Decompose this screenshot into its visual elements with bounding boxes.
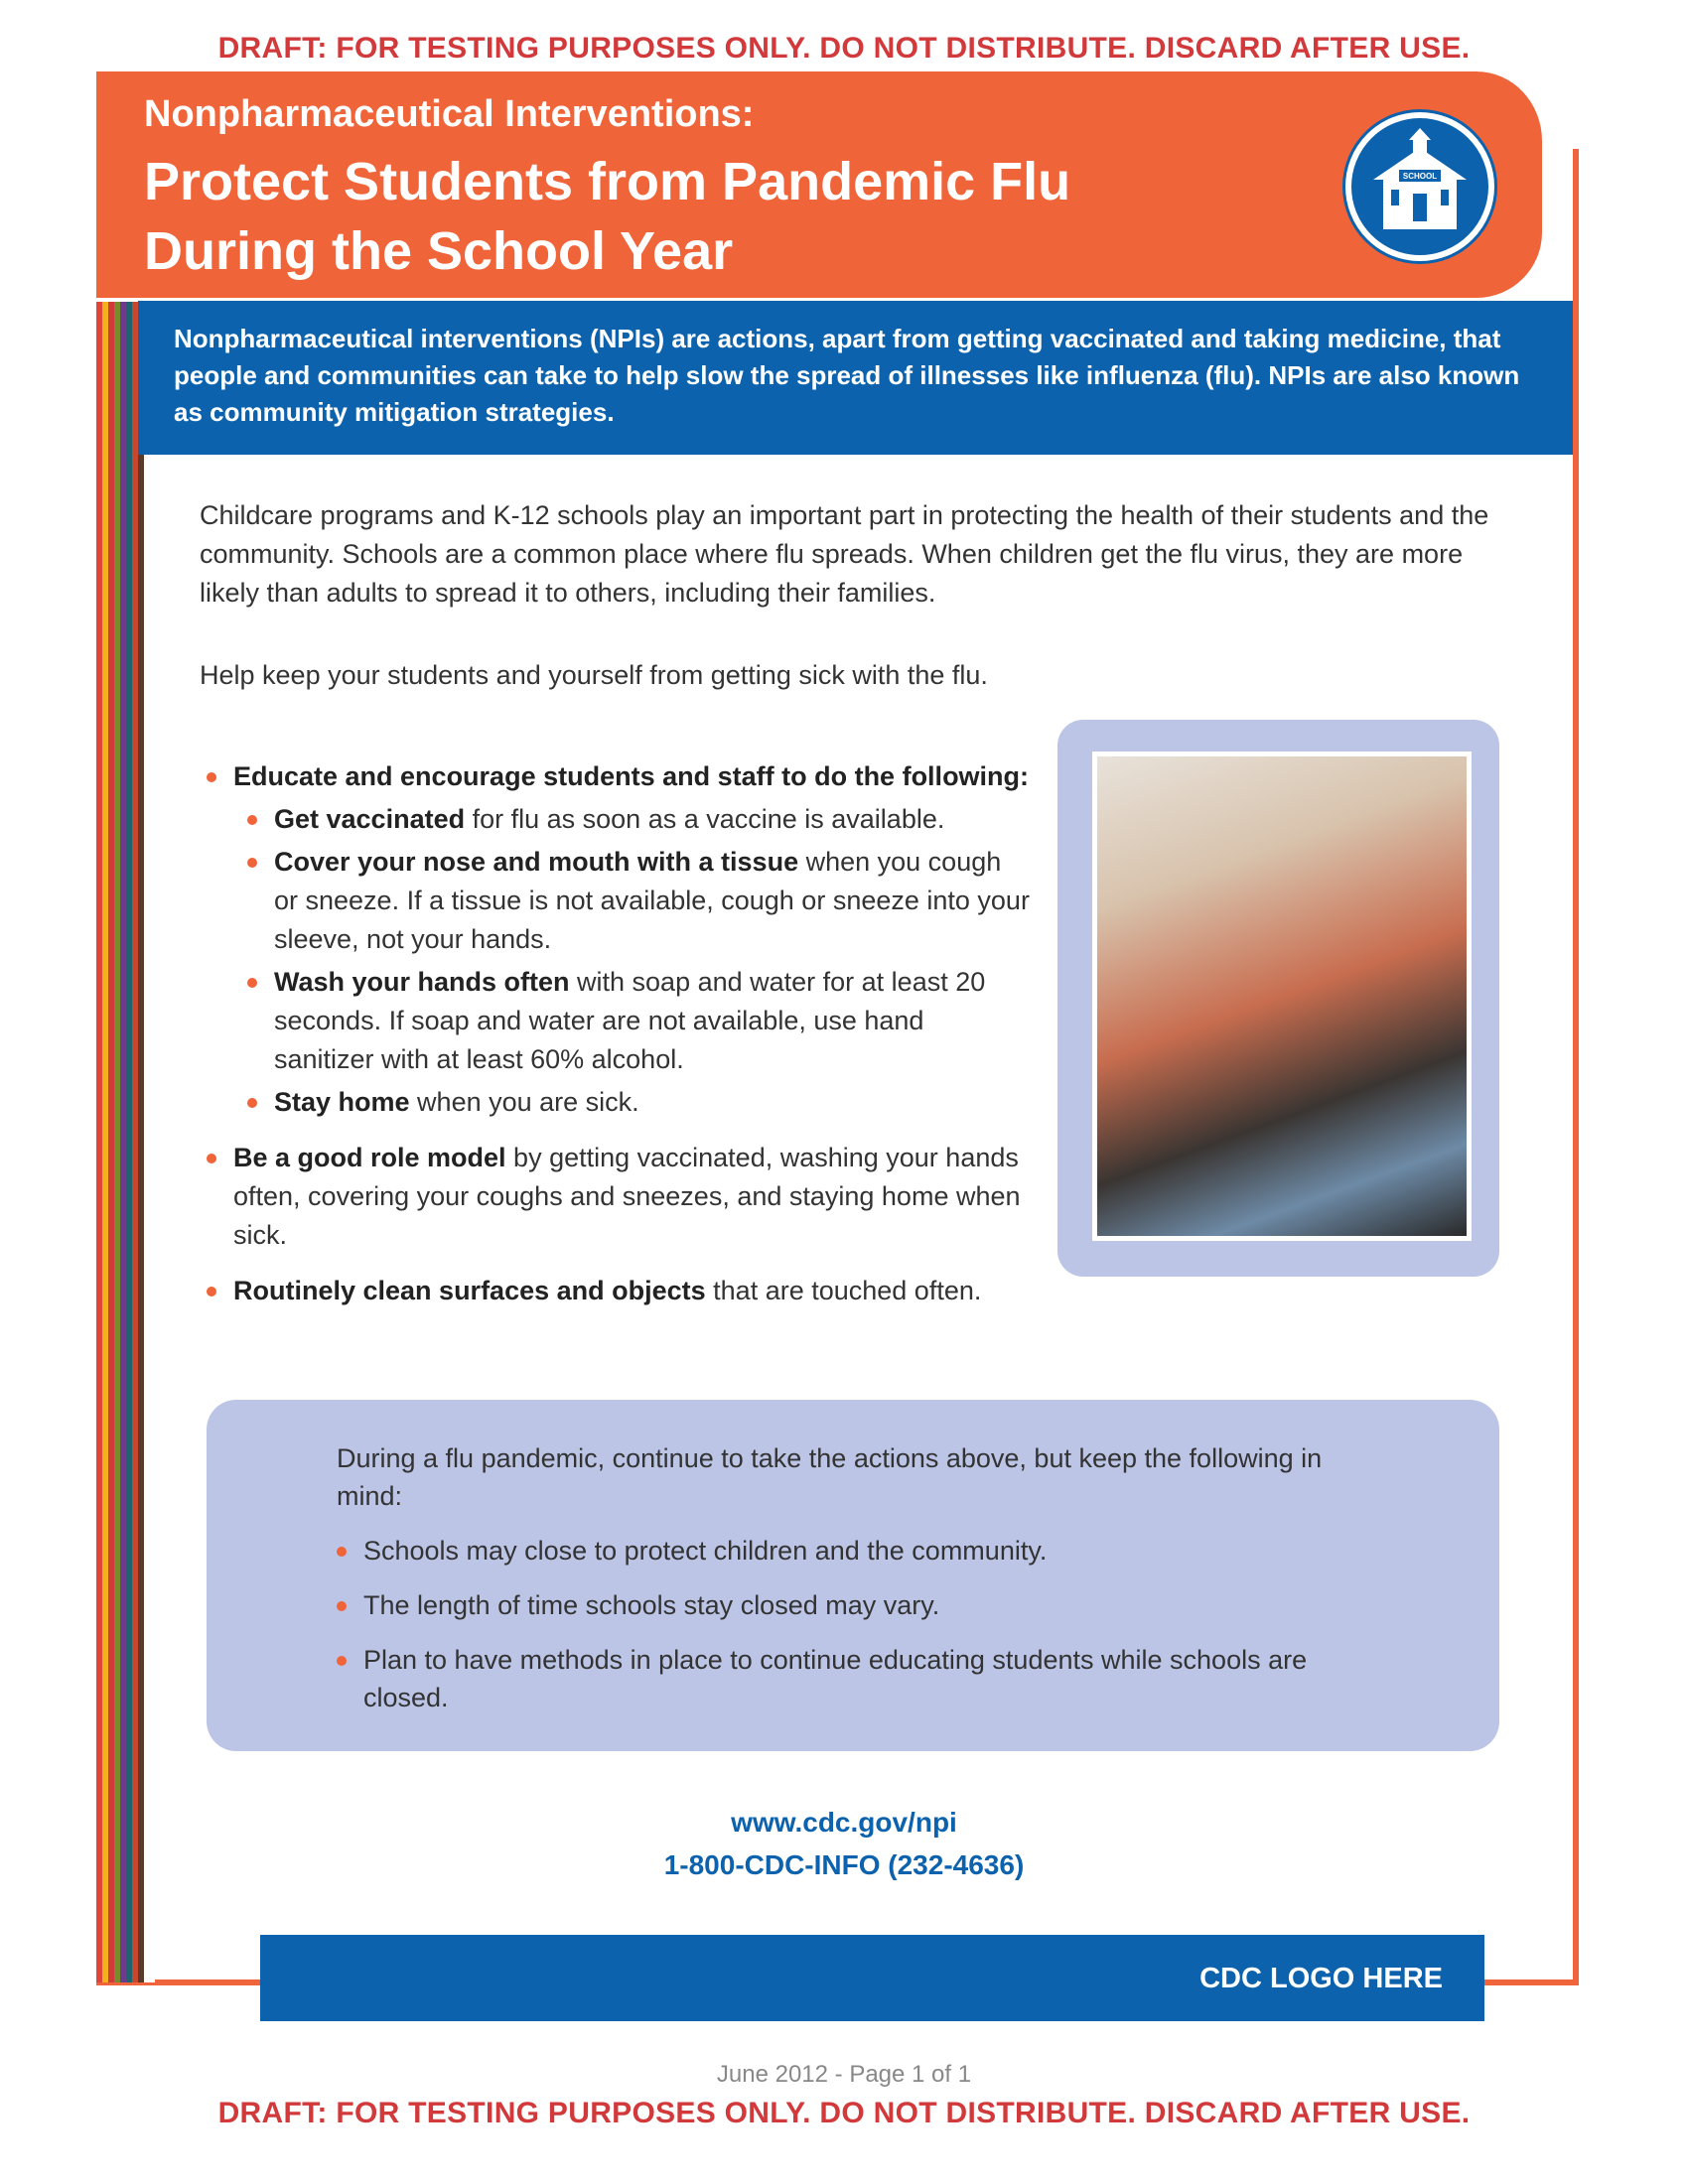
list-item (207, 1139, 1031, 1255)
list-item (247, 963, 1031, 1079)
list-item (207, 757, 1031, 1122)
bullet-bold: Cover your nose and mouth with a tissue (274, 847, 799, 877)
bullet-list (207, 757, 1031, 1327)
list-item: Schools may close to protect children and the community. (337, 1532, 1370, 1570)
page-title (144, 147, 1070, 286)
header-banner (96, 71, 1546, 302)
draft-notice-top: DRAFT: FOR TESTING PURPOSES ONLY. DO NOT DISTRIBUTE. DISCARD AFTER USE. (217, 32, 1471, 65)
list-item (247, 800, 1031, 839)
photo-frame (1057, 720, 1499, 1277)
list-item (207, 1272, 1031, 1310)
decorative-stripes (96, 301, 155, 1982)
draft-notice-bottom: DRAFT: FOR TESTING PURPOSES ONLY. DO NOT DISTRIBUTE. DISCARD AFTER USE. (217, 2097, 1471, 2129)
bullet-text: by getting vaccinated, washing your hands often, covering your coughs and sneezes, and staying home when sick. (233, 1143, 1021, 1250)
bullet-bold: Get vaccinated (274, 804, 466, 834)
frame-border-right (1573, 149, 1579, 1985)
bullet-bold: Be a good role model (233, 1143, 506, 1172)
bullet-text: that are touched often. (705, 1276, 982, 1305)
bullet-bold: Stay home (274, 1087, 410, 1117)
title-line-2: During the School Year (144, 221, 734, 281)
list-item (247, 1083, 1031, 1122)
intro-paragraph: Childcare programs and K-12 schools play an important part in protecting the health of their students and the community. Schools are a common place where flu spreads. When children get the flu virus, they are more likely than adults to spread it to others, including their families. (200, 500, 1489, 608)
list-item: The length of time schools stay closed may vary. (337, 1586, 1370, 1624)
pandemic-callout-box (207, 1400, 1499, 1751)
phone-number: 1-800-CDC-INFO (232-4636) (663, 1849, 1025, 1880)
pandemic-intro: During a flu pandemic, continue to take the actions above, but keep the following in mind: (337, 1443, 1323, 1511)
cdc-logo-placeholder: CDC LOGO HERE (260, 1935, 1484, 2021)
intro-band: Nonpharmaceutical interventions (NPIs) are actions, apart from getting vaccinated and taking medicine, that people and communities can take to help slow the spread of illnesses like influenza (flu). NPIs are also known as community mitigation strategies. (138, 301, 1573, 455)
website-link[interactable]: www.cdc.gov/npi (731, 1807, 957, 1838)
help-paragraph: Help keep your students and yourself from getting sick with the flu. (200, 660, 988, 690)
bullet-text: when you are sick. (409, 1087, 639, 1117)
header-supertitle: Nonpharmaceutical Interventions: (144, 93, 755, 135)
footer-date-page: June 2012 - Page 1 of 1 (716, 2061, 972, 2088)
logo-text: SCHOOL (1402, 172, 1438, 181)
bullet-text: for flu as soon as a vaccine is available. (465, 804, 945, 834)
sub-bullet-list (233, 800, 1031, 1122)
list-item (247, 843, 1031, 959)
students-at-computer-photo (1092, 751, 1472, 1241)
bullet-text: with soap and water for at least 20 seconds. If soap and water are not available, use hand sanitizer with at least 60% alcohol. (274, 967, 986, 1074)
list-item: Plan to have methods in place to continue educating students while schools are closed. (337, 1641, 1370, 1716)
bullet-bold: Wash your hands often (274, 967, 570, 997)
title-line-1: Protect Students from Pandemic Flu (144, 152, 1071, 211)
bullet-text: when you cough or sneeze. If a tissue is not available, cough or sneeze into your sleeve, not your hands. (274, 847, 1030, 954)
school-house-icon (1345, 112, 1494, 261)
bullet-bold: Routinely clean surfaces and objects (233, 1276, 706, 1305)
bullet-bold: Educate and encourage students and staff to do the following: (233, 761, 1030, 791)
